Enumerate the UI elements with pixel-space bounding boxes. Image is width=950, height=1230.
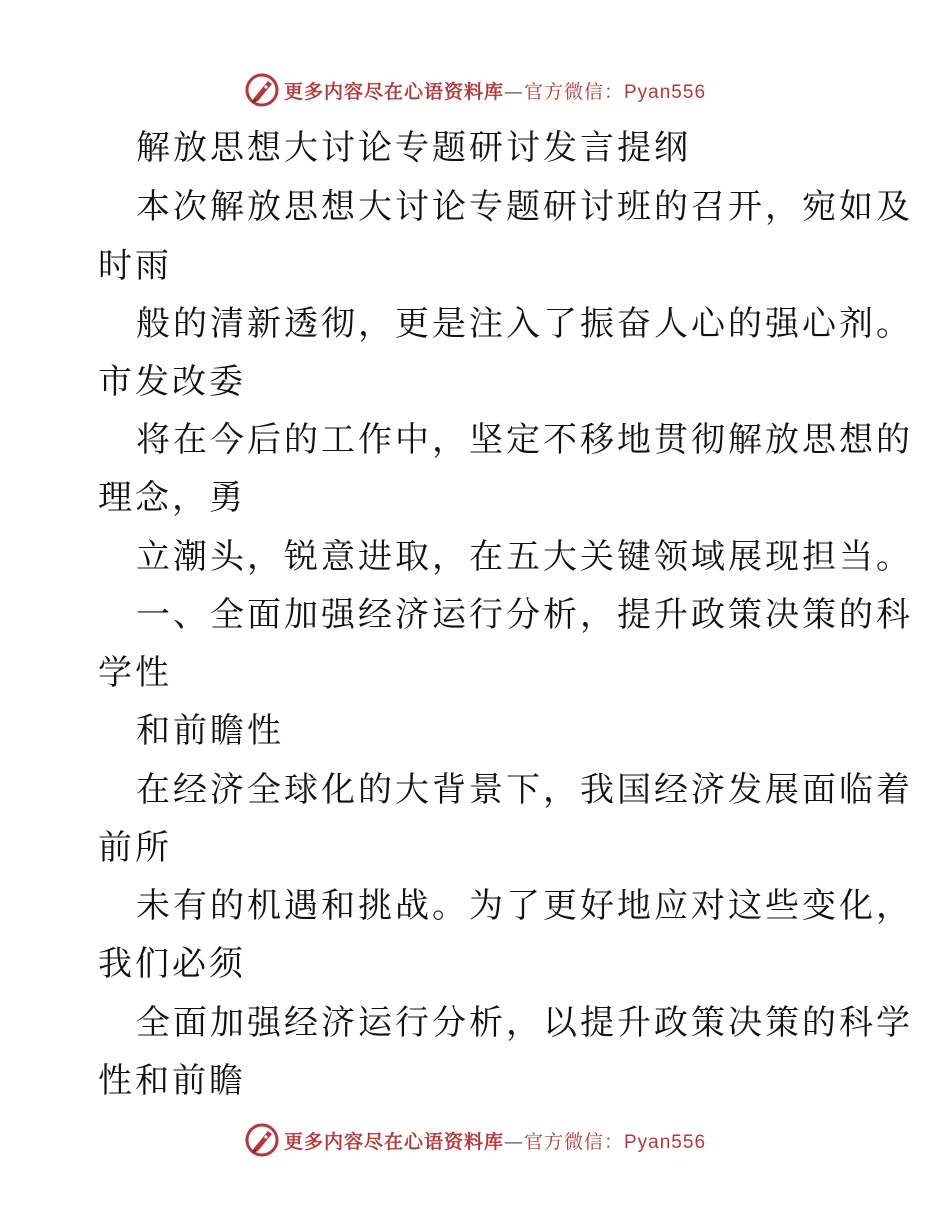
text-line: 我们必须 <box>98 944 246 984</box>
banner-wechat-id: Pyan556 <box>624 1131 707 1153</box>
section-heading-cont: 学性 <box>98 653 172 693</box>
text-line: 性和前瞻 <box>98 1061 246 1101</box>
banner-contact-label: 官方微信： <box>523 1130 624 1153</box>
pen-logo-icon <box>244 72 280 108</box>
text-line: 理念，勇 <box>98 478 246 518</box>
banner-contact-label: 官方微信： <box>523 80 624 103</box>
text-line: 在经济全球化的大背景下，我国经济发展面临着 <box>136 770 913 810</box>
text-line: 全面加强经济运行分析，以提升政策决策的科学 <box>136 1003 913 1043</box>
document-title: 解放思想大讨论专题研讨发言提纲 <box>136 128 691 168</box>
header-banner <box>0 70 950 110</box>
banner-separator: — <box>503 1130 524 1153</box>
text-line: 时雨 <box>98 246 172 286</box>
text-line: 将在今后的工作中，坚定不移地贯彻解放思想的 <box>136 420 913 460</box>
section-heading: 一、全面加强经济运行分析，提升政策决策的科 <box>136 595 913 635</box>
header-banner-text <box>284 77 706 104</box>
pen-logo-icon <box>244 1122 280 1158</box>
text-line: 本次解放思想大讨论专题研讨班的召开，宛如及 <box>136 187 913 227</box>
text-line: 市发改委 <box>98 362 246 402</box>
section-heading-cont: 和前瞻性 <box>136 711 284 751</box>
text-line: 未有的机遇和挑战。为了更好地应对这些变化， <box>136 886 913 926</box>
footer-banner-text <box>284 1127 706 1154</box>
text-line: 立潮头，锐意进取，在五大关键领域展现担当。 <box>136 537 913 577</box>
banner-brand: 更多内容尽在心语资料库 <box>283 1130 504 1153</box>
banner-separator: — <box>503 80 524 103</box>
footer-banner <box>0 1120 950 1160</box>
banner-wechat-id: Pyan556 <box>624 81 707 103</box>
banner-brand: 更多内容尽在心语资料库 <box>283 80 504 103</box>
text-line: 般的清新透彻，更是注入了振奋人心的强心剂。 <box>136 304 913 344</box>
text-line: 前所 <box>98 828 172 868</box>
